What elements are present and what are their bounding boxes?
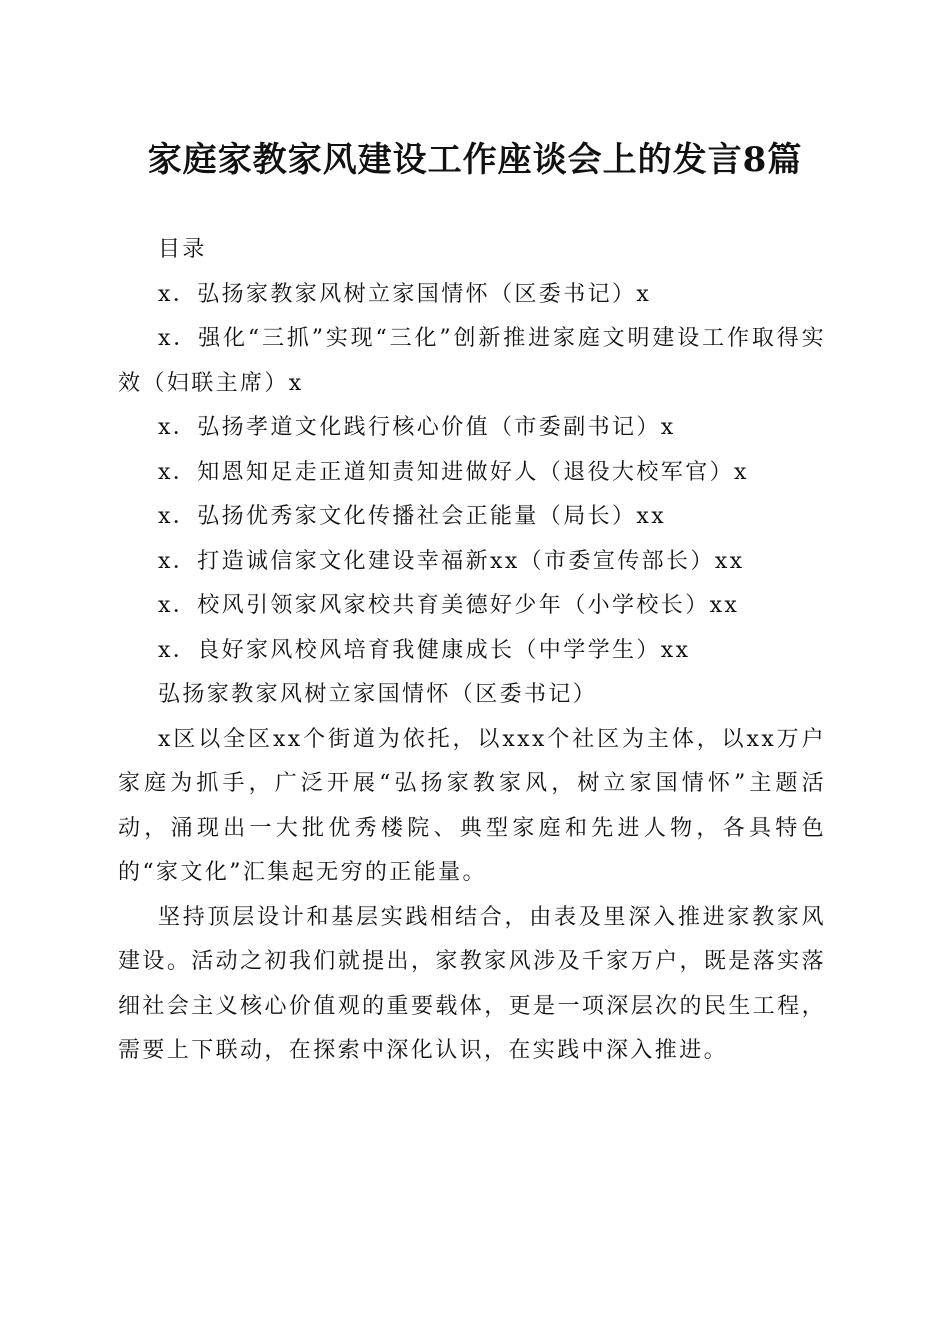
toc-item: x．良好家风校风培育我健康成长（中学学生）xx <box>158 637 691 663</box>
toc-item: x．知恩知足走正道知责知进做好人（退役大校军官）x <box>158 459 749 485</box>
section-heading: 弘扬家教家风树立家国情怀（区委书记） <box>158 682 598 707</box>
toc-item: x．校风引领家风家校共育美德好少年（小学校长）xx <box>158 593 740 618</box>
toc-item: x．强化“三抓”实现“三化”创新推进家庭文明建设工作取得实效（妇联主席）x <box>118 326 826 396</box>
toc-item: x．弘扬家教家风树立家国情怀（区委书记）x <box>158 281 652 307</box>
body-paragraph: 坚持顶层设计和基层实践相结合，由表及里深入推进家教家风建设。活动之初我们就提出，家教家风涉及千家万户，既是落实落细社会主义核心价值观的重要载体，更是一项深层次的民生工程，需要上下联动，在探索中深化认识，在实践中深入推进。 <box>118 904 826 1063</box>
body-paragraph: x区以全区xx个街道为依托，以xxx个社区为主体，以xx万户家庭为抓手，广泛开展“弘扬家教家风，树立家国情怀”主题活动，涌现出一大批优秀楼院、典型家庭和先进人物，各具特色的“家文化”汇集起无穷的正能量。 <box>118 726 826 885</box>
document-body <box>118 228 826 1074</box>
toc-item: x．弘扬优秀家文化传播社会正能量（局长）xx <box>158 504 667 529</box>
document-title: 家庭家教家风建设工作座谈会上的发言8篇 <box>147 140 803 180</box>
toc-item: x．打造诚信家文化建设幸福新xx（市委宣传部长）xx <box>158 548 745 574</box>
toc-heading: 目录 <box>158 237 207 262</box>
toc-item: x．弘扬孝道文化践行核心价值（市委副书记）x <box>158 415 676 440</box>
